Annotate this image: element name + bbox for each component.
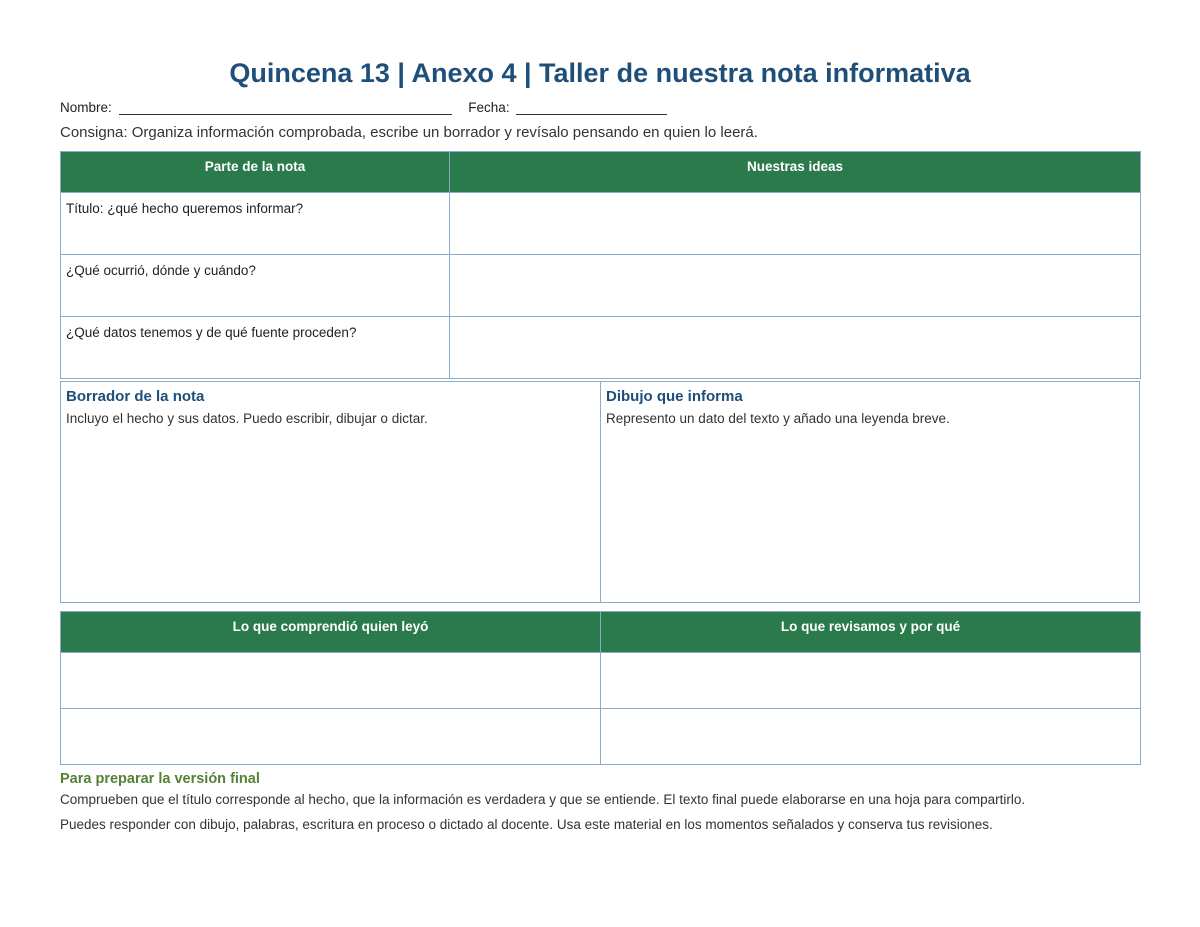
header-ideas: Nuestras ideas — [450, 152, 1141, 193]
date-label: Fecha: — [468, 100, 510, 115]
final-paragraph-1: Comprueben que el título corresponde al hecho, que la información es verdadera y que se entiende. El texto final puede elaborarse en una hoja para compartirlo. — [60, 792, 1026, 807]
table-row — [61, 317, 1141, 379]
draft-drawing-area — [60, 381, 1140, 604]
draft-subtitle: Incluyo el hecho y sus datos. Puedo escribir, dibujar o dictar. — [66, 411, 428, 426]
ideas-cell-title[interactable] — [450, 193, 1141, 255]
page-title: Quincena 13 | Anexo 4 | Taller de nuestra nota informativa — [229, 58, 971, 88]
name-blank[interactable] — [119, 100, 452, 115]
row-label-title: Título: ¿qué hecho queremos informar? — [61, 193, 450, 255]
review-cell[interactable] — [61, 709, 601, 765]
header-part: Parte de la nota — [61, 152, 450, 193]
review-cell[interactable] — [601, 709, 1141, 765]
header-reader-understood: Lo que comprendió quien leyó — [61, 612, 601, 653]
drawing-box[interactable] — [600, 381, 1140, 603]
review-cell[interactable] — [601, 653, 1141, 709]
ideas-cell-data[interactable] — [450, 317, 1141, 379]
draft-box[interactable] — [60, 381, 601, 603]
row-label-data: ¿Qué datos tenemos y de qué fuente proceden? — [61, 317, 450, 379]
table-row — [61, 193, 1141, 255]
final-paragraph-2: Puedes responder con dibujo, palabras, escritura en proceso o dictado al docente. Usa este material en los momentos señalados y conserva tus revisiones. — [60, 817, 993, 832]
date-blank[interactable] — [516, 100, 667, 115]
table-header-row — [61, 612, 1141, 653]
header-revisions: Lo que revisamos y por qué — [601, 612, 1141, 653]
instruction-text: Consigna: Organiza información comprobada, escribe un borrador y revísalo pensando en quien lo leerá. — [60, 124, 758, 141]
note-parts-table — [60, 151, 1141, 379]
drawing-subtitle: Represento un dato del texto y añado una leyenda breve. — [606, 411, 950, 426]
table-row — [61, 709, 1141, 765]
review-table — [60, 611, 1141, 765]
row-label-what: ¿Qué ocurrió, dónde y cuándo? — [61, 255, 450, 317]
review-cell[interactable] — [61, 653, 601, 709]
table-header-row — [61, 152, 1141, 193]
name-label: Nombre: — [60, 100, 112, 115]
table-row — [61, 255, 1141, 317]
ideas-cell-what[interactable] — [450, 255, 1141, 317]
draft-title: Borrador de la nota — [66, 388, 205, 405]
name-date-row — [60, 100, 667, 115]
final-version-title: Para preparar la versión final — [60, 771, 260, 787]
table-row — [61, 653, 1141, 709]
drawing-title: Dibujo que informa — [606, 388, 743, 405]
